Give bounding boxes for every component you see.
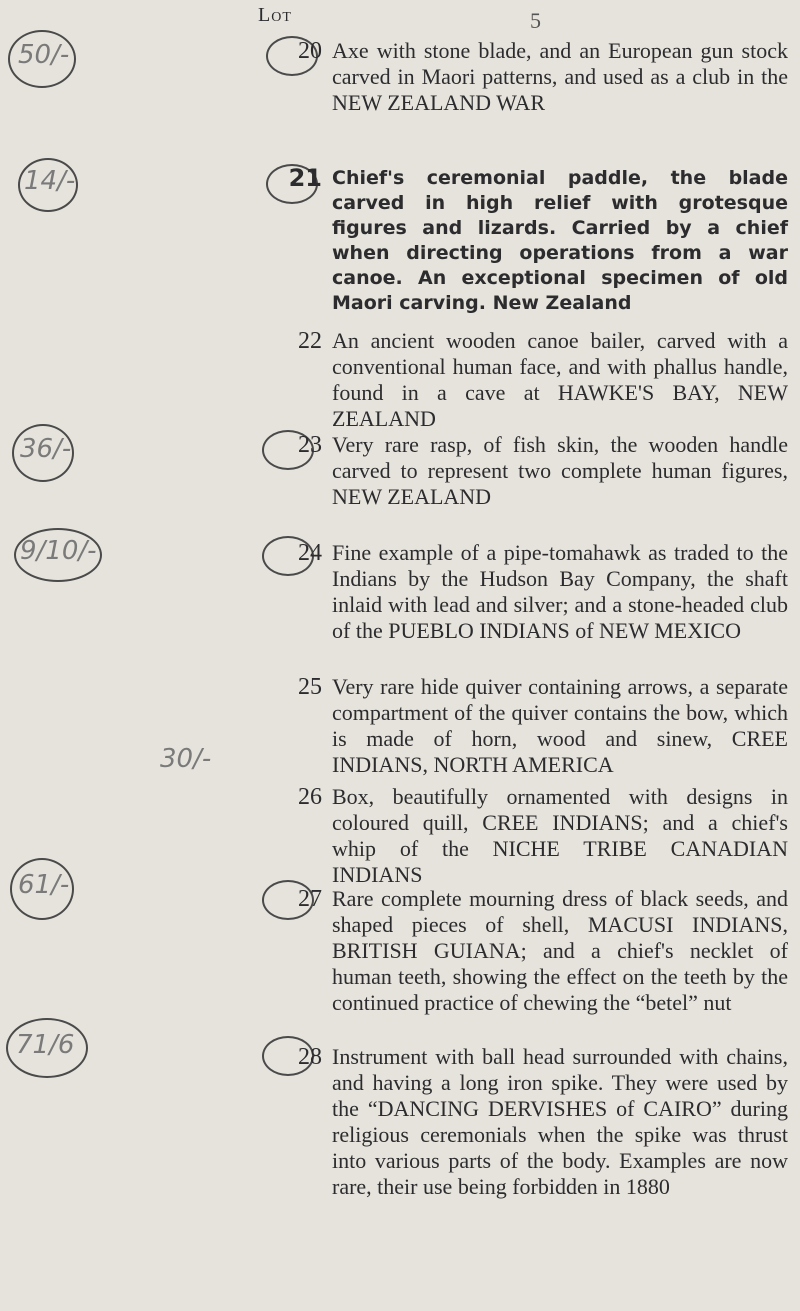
lot-entry-22 — [298, 328, 788, 432]
lot-entry-27 — [298, 886, 788, 1016]
lot-number: 25 — [298, 674, 322, 700]
lot-description: Instrument with ball head surrounded with chains, and having a long iron spike. They were used by the “DANCING DERVISHES of CAIRO” during religious ceremonials when the spike was thrust into various parts of the body. Examples are now rare, their use being forbidden in 1880 — [332, 1044, 788, 1199]
lot-entry-24 — [298, 540, 788, 644]
lot-entry-25 — [298, 674, 788, 778]
lot-number: 20 — [298, 38, 322, 64]
lot-description: Box, beautifully ornamented with designs in coloured quill, CREE INDIANS; and a chief's whip of the NICHE TRIBE CANADIAN INDIANS — [332, 784, 788, 887]
lot-description: Fine example of a pipe-tomahawk as traded to the Indians by the Hudson Bay Company, the shaft inlaid with lead and silver; and a stone-headed club of the PUEBLO INDIANS of NEW MEXICO — [332, 540, 788, 643]
lot-entry-21 — [288, 164, 788, 316]
lot-number: 23 — [298, 432, 322, 458]
lot-description: Rare complete mourning dress of black seeds, and shaped pieces of shell, MACUSI INDIANS, BRITISH GUIANA; and a chief's necklet of human teeth, showing the effect on the teeth by the continued practice of chewing the “betel” nut — [332, 886, 788, 1015]
lot-number: 28 — [298, 1044, 322, 1070]
lot-number: 24 — [298, 540, 322, 566]
lot-number: 26 — [298, 784, 322, 810]
lot-entry-28 — [298, 1044, 788, 1200]
lot-description: Very rare rasp, of fish skin, the wooden handle carved to represent two complete human figures, NEW ZEALAND — [332, 432, 788, 509]
lot-description: Chief's ceremonial paddle, the blade carved in high relief with grotesque figures and lizards. Carried by a chief when directing operations from a war canoe. An exceptional specimen of old Maori carving. New Zealand — [332, 167, 788, 314]
lot-number: 21 — [288, 164, 322, 192]
price-note-21: 14/- — [24, 166, 76, 196]
price-note-28: 71/6 — [16, 1030, 75, 1060]
lot-number: 22 — [298, 328, 322, 354]
price-note-27: 61/- — [18, 870, 70, 900]
lot-heading: Lot — [258, 4, 292, 26]
lot-entry-20 — [298, 38, 788, 116]
lot-description: Axe with stone blade, and an European gun stock carved in Maori patterns, and used as a club in the NEW ZEALAND WAR — [332, 38, 788, 115]
price-note-20: 50/- — [18, 40, 70, 70]
price-note-26: 30/- — [160, 744, 212, 774]
lot-description: Very rare hide quiver containing arrows, a separate compartment of the quiver contains the bow, which is made of horn, wood and sinew, CREE INDIANS, NORTH AMERICA — [332, 674, 788, 777]
lot-entry-23 — [298, 432, 788, 510]
lot-number: 27 — [298, 886, 322, 912]
lot-description: An ancient wooden canoe bailer, carved with a conventional human face, and with phallus handle, found in a cave at HAWKE'S BAY, NEW ZEALAND — [332, 328, 788, 431]
price-note-23: 36/- — [20, 434, 72, 464]
page-number: 5 — [530, 8, 541, 33]
lot-entry-26 — [298, 784, 788, 888]
price-note-24: 9/10/- — [20, 536, 97, 566]
